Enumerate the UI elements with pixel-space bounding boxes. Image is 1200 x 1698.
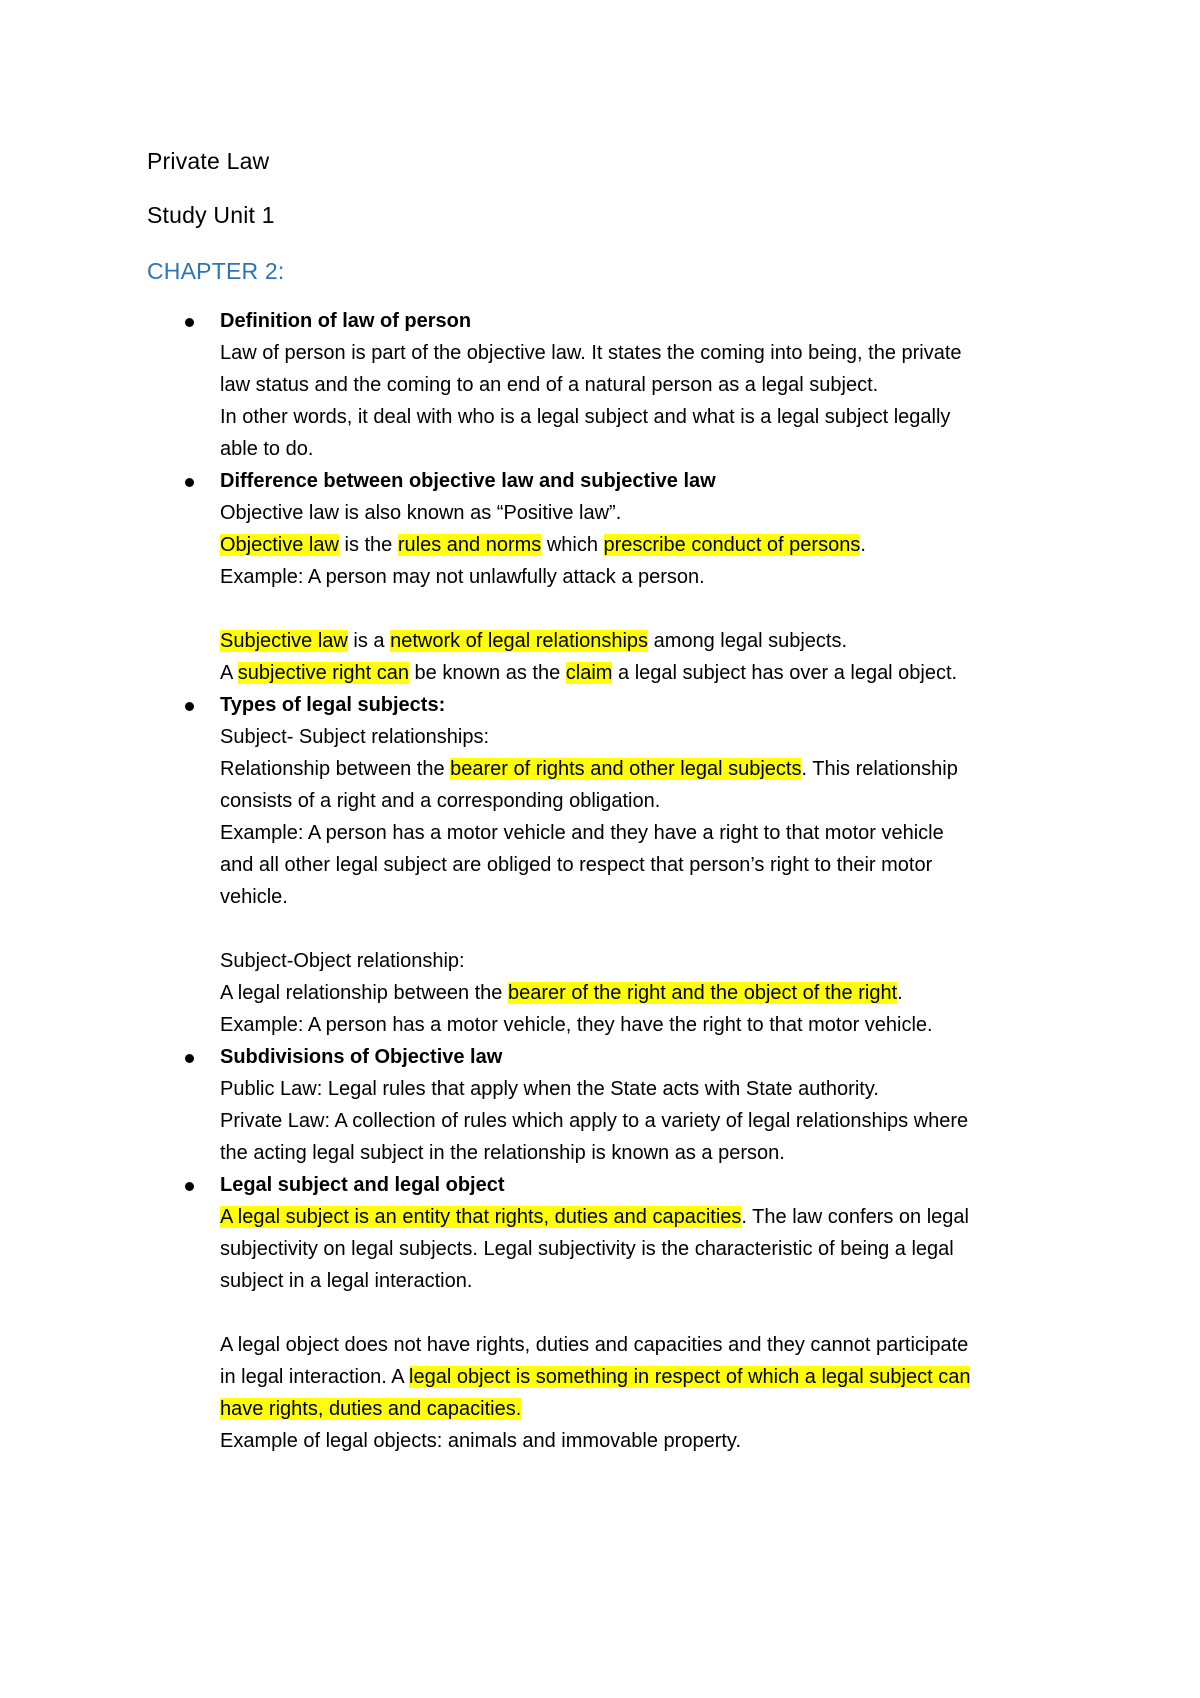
section-title: Subdivisions of Objective law <box>220 1046 503 1068</box>
text-line: Example of legal objects: animals and immovable property. <box>220 1430 741 1452</box>
text-line: able to do. <box>220 438 314 460</box>
highlighted-text: Objective law <box>220 534 339 556</box>
text-span: in legal interaction. A <box>220 1366 410 1388</box>
bullet-list <box>220 305 1120 1457</box>
bullet-icon <box>185 478 194 487</box>
text-line: In other words, it deal with who is a legal subject and what is a legal subject legally <box>220 406 951 428</box>
text-line: Objective law is also known as “Positive law”. <box>220 502 622 524</box>
section-objective-vs-subjective-law <box>220 465 1120 689</box>
highlighted-text: rules and norms <box>397 534 542 556</box>
highlighted-text: prescribe conduct of persons <box>603 534 861 556</box>
section-definition-law-of-person <box>220 305 1120 465</box>
highlighted-text: subjective right can <box>237 662 409 684</box>
text-span: A legal relationship between the <box>220 982 508 1004</box>
section-title: Definition of law of person <box>220 310 472 332</box>
text-line: Subject- Subject relationships: <box>220 726 490 748</box>
text-span: A <box>220 662 238 684</box>
section-title: Types of legal subjects: <box>220 694 446 716</box>
text-line: Example: A person has a motor vehicle and they have a right to that motor vehicle <box>220 822 944 844</box>
text-span: . <box>897 982 903 1004</box>
text-span: . This relationship <box>801 758 958 780</box>
text-line: and all other legal subject are obliged to respect that person’s right to their motor <box>220 854 933 876</box>
text-line: Example: A person may not unlawfully attack a person. <box>220 566 705 588</box>
text-line: vehicle. <box>220 886 288 908</box>
text-line <box>220 657 1120 689</box>
section-title: Legal subject and legal object <box>220 1174 505 1196</box>
text-line: Private Law: A collection of rules which apply to a variety of legal relationships where <box>220 1110 969 1132</box>
text-span: Relationship between the <box>220 758 451 780</box>
text-line <box>220 529 1120 561</box>
text-line: consists of a right and a corresponding obligation. <box>220 790 661 812</box>
blank-line <box>220 593 1120 625</box>
text-span: is a <box>347 630 391 652</box>
blank-line <box>220 913 1120 945</box>
text-line: subject in a legal interaction. <box>220 1270 473 1292</box>
highlighted-text: Subjective law <box>220 630 348 652</box>
text-span: be known as the <box>409 662 566 684</box>
text-line <box>220 1393 1120 1425</box>
text-line: law status and the coming to an end of a natural person as a legal subject. <box>220 374 879 396</box>
highlighted-text: A legal subject is an entity that rights, duties and capacities <box>220 1206 742 1228</box>
bullet-icon <box>185 702 194 711</box>
section-title: Difference between objective law and subjective law <box>220 470 716 492</box>
bullet-icon <box>185 318 194 327</box>
text-line: subjectivity on legal subjects. Legal subjectivity is the characteristic of being a legal <box>220 1238 954 1260</box>
text-line: A legal object does not have rights, duties and capacities and they cannot participate <box>220 1334 969 1356</box>
text-line <box>220 753 1120 785</box>
highlighted-text: network of legal relationships <box>390 630 649 652</box>
highlighted-text: have rights, duties and capacities. <box>220 1398 522 1420</box>
bullet-icon <box>185 1054 194 1063</box>
text-line: Subject-Object relationship: <box>220 950 465 972</box>
highlighted-text: claim <box>565 662 613 684</box>
text-line: Public Law: Legal rules that apply when the State acts with State authority. <box>220 1078 879 1100</box>
chapter-heading: CHAPTER 2: <box>147 258 285 284</box>
text-span: . The law confers on legal <box>741 1206 969 1228</box>
text-span: a legal subject has over a legal object. <box>612 662 958 684</box>
text-line: Example: A person has a motor vehicle, they have the right to that motor vehicle. <box>220 1014 933 1036</box>
highlighted-text: bearer of rights and other legal subjects <box>450 758 802 780</box>
section-legal-subject-and-object <box>220 1169 1120 1457</box>
text-line: the acting legal subject in the relationship is known as a person. <box>220 1142 785 1164</box>
text-line <box>220 625 1120 657</box>
text-line <box>220 977 1120 1009</box>
highlighted-text: bearer of the right and the object of the right <box>507 982 898 1004</box>
text-line: Law of person is part of the objective law. It states the coming into being, the private <box>220 342 962 364</box>
section-subdivisions-objective-law <box>220 1041 1120 1169</box>
text-span: which <box>541 534 604 556</box>
bullet-icon <box>185 1182 194 1191</box>
blank-line <box>220 1297 1120 1329</box>
text-line <box>220 1361 1120 1393</box>
text-span: is the <box>338 534 398 556</box>
text-span: . <box>860 534 866 556</box>
text-line <box>220 1201 1120 1233</box>
section-types-of-legal-subjects <box>220 689 1120 1041</box>
document-subtitle: Study Unit 1 <box>147 202 275 228</box>
text-span: among legal subjects. <box>648 630 848 652</box>
document-title: Private Law <box>147 148 270 174</box>
highlighted-text: legal object is something in respect of which a legal subject can <box>409 1366 971 1388</box>
